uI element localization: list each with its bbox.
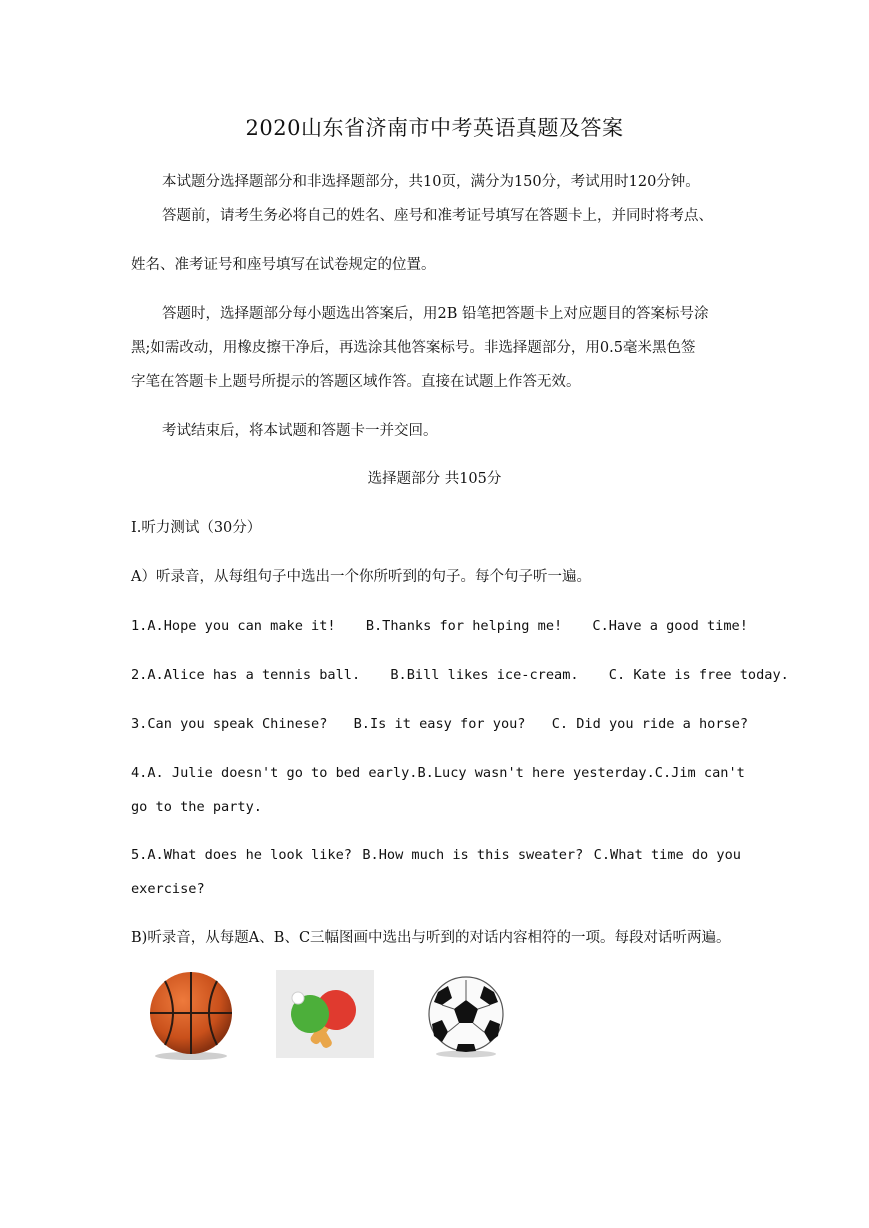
option-b: B.Thanks for helping me! [365, 618, 563, 634]
basketball-icon [145, 968, 237, 1060]
option-c: C. Did you ride a horse? [551, 716, 749, 732]
option-a: A.Alice has a tennis ball. [147, 667, 361, 683]
instruction-p3-line3: 字笔在答题卡上题号所提示的答题区域作答。直接在试题上作答无效。 [131, 374, 581, 390]
ping-pong-icon [276, 970, 374, 1058]
question-number: 2. [131, 667, 148, 683]
option-a: A. Julie doesn't go to bed early. [147, 765, 418, 781]
question-number: 1. [131, 618, 148, 634]
option-b: B.Bill likes ice-cream. [390, 667, 579, 683]
instruction-p4: 考试结束后，将本试题和答题卡一并交回。 [162, 423, 438, 439]
option-b: B.Lucy wasn't here yesterday. [417, 765, 655, 781]
option-c: C. Kate is free today. [608, 667, 789, 683]
question-number: 3. [131, 716, 148, 732]
part1-title: I.听力测试（30分） [131, 520, 262, 536]
option-a: A.Hope you can make it! [147, 618, 336, 634]
instruction-p3-line1: 答题时，选择题部分每小题选出答案后，用2B 铅笔把答题卡上对应题目的答案标号涂 [162, 306, 709, 322]
question-number: 4. [131, 765, 148, 781]
option-b: B.Is it easy for you? [353, 716, 526, 732]
question-4-continued: go to the party. [131, 799, 262, 815]
instruction-p2-line2: 姓名、准考证号和座号填写在试卷规定的位置。 [131, 257, 436, 273]
question-5-continued: exercise? [131, 881, 205, 897]
option-c: C.Jim can't [654, 765, 745, 781]
option-c: C.Have a good time! [592, 618, 748, 634]
part-a-instruction: A）听录音，从每组句子中选出一个你所听到的句子。每个句子听一遍。 [131, 569, 591, 585]
part-b-instruction: B)听录音，从每题A、B、C三幅图画中选出与听到的对话内容相符的一项。每段对话听两遍。 [131, 930, 731, 946]
option-b: B.How much is this sweater? [362, 847, 584, 863]
option-c: C.What time do you [593, 847, 741, 863]
instruction-p1: 本试题分选择题部分和非选择题部分，共10页，满分为150分，考试用时120分钟。 [162, 174, 700, 190]
option-a: A.What does he look like? [147, 847, 352, 863]
question-number: 5. [131, 847, 148, 863]
section-header: 选择题部分 共105分 [367, 471, 502, 487]
option-a: Can you speak Chinese? [147, 716, 328, 732]
document-title: 2020山东省济南市中考英语真题及答案 [245, 116, 624, 140]
question-4 [131, 763, 745, 783]
question-5 [131, 845, 741, 865]
question-3 [131, 714, 749, 734]
soccer-ball-icon [424, 974, 508, 1058]
question-2 [131, 665, 789, 685]
question-1 [131, 616, 748, 636]
instruction-p2-line1: 答题前，请考生务必将自己的姓名、座号和准考证号填写在答题卡上，并同时将考点、 [162, 208, 713, 224]
instruction-p3-line2: 黑;如需改动，用橡皮擦干净后，再选涂其他答案标号。非选择题部分，用0.5毫米黑色签 [131, 340, 696, 356]
